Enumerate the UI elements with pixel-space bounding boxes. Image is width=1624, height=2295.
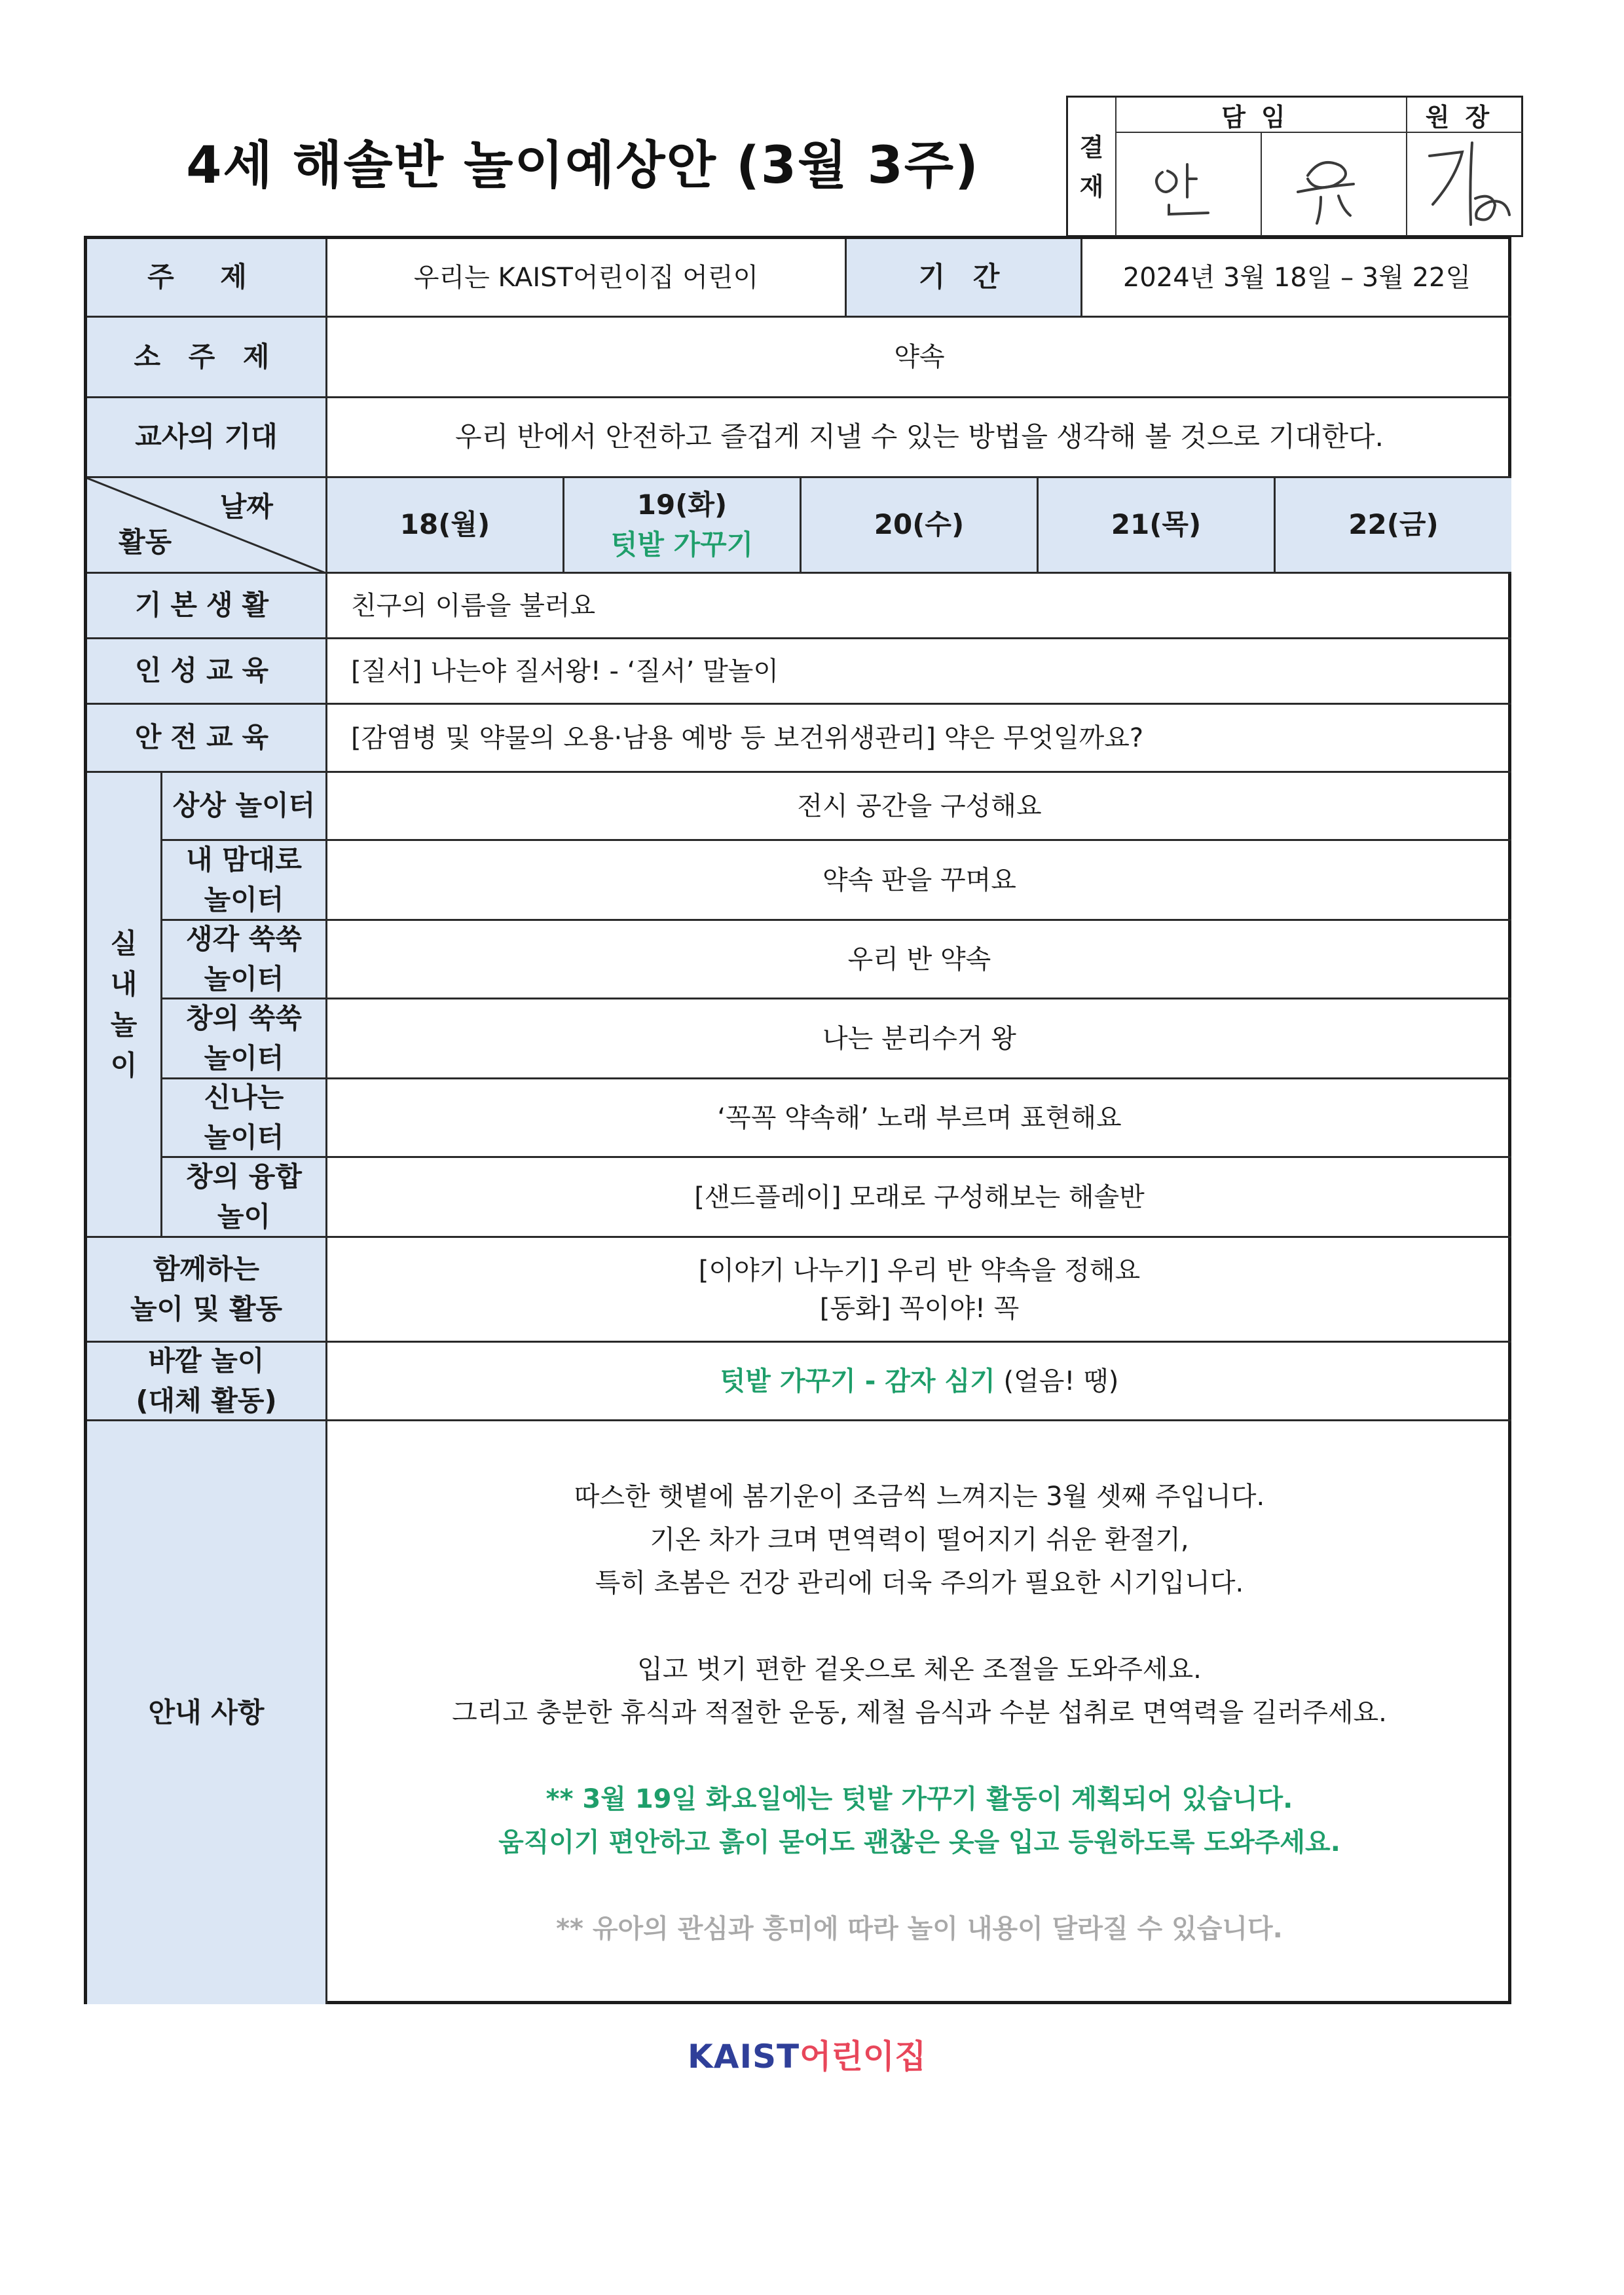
day-thu: 21(목) — [1039, 478, 1276, 574]
basic-life-value: 친구의 이름을 불러요 — [327, 574, 1511, 639]
together-line: [이야기 나누기] 우리 반 약속을 정해요 — [698, 1255, 1141, 1286]
date-label: 날짜 — [219, 491, 273, 523]
indoor-area-value: 우리 반 약속 — [327, 921, 1511, 999]
together-label — [87, 1238, 327, 1343]
notice-line: 입고 벗기 편한 겉옷으로 체온 조절을 도와주세요. — [637, 1654, 1202, 1685]
signature-image — [1136, 146, 1241, 225]
together-value — [327, 1238, 1511, 1343]
director-header: 원장 — [1407, 98, 1523, 133]
indoor-area-label: 생각 쑥쑥 놀이터 — [162, 921, 327, 999]
indoor-area-label: 창의 쑥쑥 놀이터 — [162, 999, 327, 1079]
day-fri: 22(금) — [1276, 478, 1511, 574]
signature-image — [1410, 136, 1521, 234]
subtheme-label: 소 주 제 — [87, 318, 327, 398]
notice-line: 따스한 햇볕에 봄기운이 조금씩 느껴지는 3월 셋째 주입니다. — [574, 1482, 1265, 1512]
theme-label: 주 제 — [87, 239, 327, 318]
notice-highlight: ** 3월 19일 화요일에는 텃밭 가꾸기 활동이 계획되어 있습니다. — [545, 1784, 1293, 1814]
together-label-line: 함께하는 — [153, 1252, 260, 1285]
period-label: 기 간 — [847, 239, 1082, 318]
notice-label: 안내 사항 — [87, 1421, 327, 2004]
approval-side-char: 결 — [1079, 132, 1104, 162]
outdoor-activity-highlight: 텃밭 가꾸기 - 감자 심기 — [720, 1366, 995, 1396]
indoor-area-value: [샌드플레이] 모래로 구성해보는 해솔반 — [327, 1158, 1511, 1238]
day-tue — [564, 478, 802, 574]
logo-text-daycare: 어린이집 — [800, 2038, 927, 2076]
page-title: 4세 해솔반 놀이예상안 (3월 3주) — [186, 136, 980, 195]
indoor-area-label: 창의 융합 놀이 — [162, 1158, 327, 1238]
character-edu-value: [질서] 나는야 질서왕! - ‘질서’ 말놀이 — [327, 639, 1511, 705]
subtheme-value: 약속 — [327, 318, 1511, 398]
director-signature — [1407, 133, 1523, 237]
indoor-label-char: 실 — [110, 927, 138, 960]
basic-life-label: 기본생활 — [87, 574, 327, 639]
head-teacher-header: 담임 — [1116, 98, 1407, 133]
signature-image — [1278, 140, 1390, 231]
approval-box — [1066, 96, 1523, 237]
outdoor-label — [87, 1343, 327, 1421]
indoor-area-value: 나는 분리수거 왕 — [327, 999, 1511, 1079]
indoor-area-value: 약속 판을 꾸며요 — [327, 841, 1511, 921]
teacher-signature-2 — [1262, 133, 1407, 237]
indoor-label-char: 놀 — [110, 1008, 138, 1041]
outdoor-value — [327, 1343, 1511, 1421]
indoor-label-char: 이 — [110, 1049, 138, 1081]
activity-label: 활동 — [119, 526, 172, 559]
notice-line: 그리고 충분한 휴식과 적절한 운동, 제철 음식과 수분 섭취로 면역력을 길러주세요. — [452, 1698, 1387, 1728]
indoor-play-label — [87, 773, 162, 1238]
notice-footnote: ** 유아의 관심과 흥미에 따라 놀이 내용이 달라질 수 있습니다. — [556, 1914, 1283, 1944]
notice-highlight: 움직이기 편안하고 흙이 묻어도 괜찮은 옷을 입고 등원하도록 도와주세요. — [498, 1827, 1340, 1857]
approval-side-char: 재 — [1079, 172, 1104, 201]
indoor-label-char: 내 — [110, 967, 138, 1000]
indoor-area-label: 내 맘대로 놀이터 — [162, 841, 327, 921]
safety-edu-value: [감염병 및 약물의 오용·남용 예방 등 보건위생관리] 약은 무엇일까요? — [327, 705, 1511, 773]
notice-line: 기온 차가 크며 면역력이 떨어지기 쉬운 환절기, — [650, 1525, 1189, 1555]
kaist-daycare-logo — [688, 2030, 936, 2076]
theme-value: 우리는 KAIST어린이집 어린이 — [327, 239, 847, 318]
expectation-value: 우리 반에서 안전하고 즐겁게 지낼 수 있는 방법을 생각해 볼 것으로 기대한다. — [327, 398, 1511, 478]
teacher-signature-1 — [1116, 133, 1262, 237]
indoor-area-value: 전시 공간을 구성해요 — [327, 773, 1511, 841]
together-label-line: 놀이 및 활동 — [130, 1292, 283, 1325]
day-tue-label: 19(화) — [637, 488, 728, 521]
character-edu-label: 인성교육 — [87, 639, 327, 705]
plan-table — [84, 236, 1511, 2004]
outdoor-activity-note: (얼음! 땡) — [995, 1366, 1119, 1396]
indoor-area-value: ‘꼭꼭 약속해’ 노래 부르며 표현해요 — [327, 1079, 1511, 1158]
outdoor-label-line: (대체 활동) — [136, 1384, 277, 1417]
period-value: 2024년 3월 18일 – 3월 22일 — [1082, 239, 1511, 318]
together-line: [동화] 꼭이야! 꼭 — [819, 1293, 1020, 1324]
date-activity-header — [87, 478, 327, 574]
notice-content — [327, 1421, 1511, 2004]
day-tue-note: 텃밭 가꾸기 — [610, 528, 754, 561]
indoor-area-label: 상상 놀이터 — [162, 773, 327, 841]
safety-edu-label: 안전교육 — [87, 705, 327, 773]
notice-line: 특히 초봄은 건강 관리에 더욱 주의가 필요한 시기입니다. — [595, 1568, 1244, 1598]
approval-side-label — [1068, 98, 1116, 237]
expectation-label: 교사의 기대 — [87, 398, 327, 478]
outdoor-label-line: 바깥 놀이 — [148, 1344, 265, 1377]
indoor-area-label: 신나는 놀이터 — [162, 1079, 327, 1158]
day-mon: 18(월) — [327, 478, 564, 574]
day-wed: 20(수) — [802, 478, 1039, 574]
logo-text-kaist: KAIST — [688, 2038, 800, 2076]
